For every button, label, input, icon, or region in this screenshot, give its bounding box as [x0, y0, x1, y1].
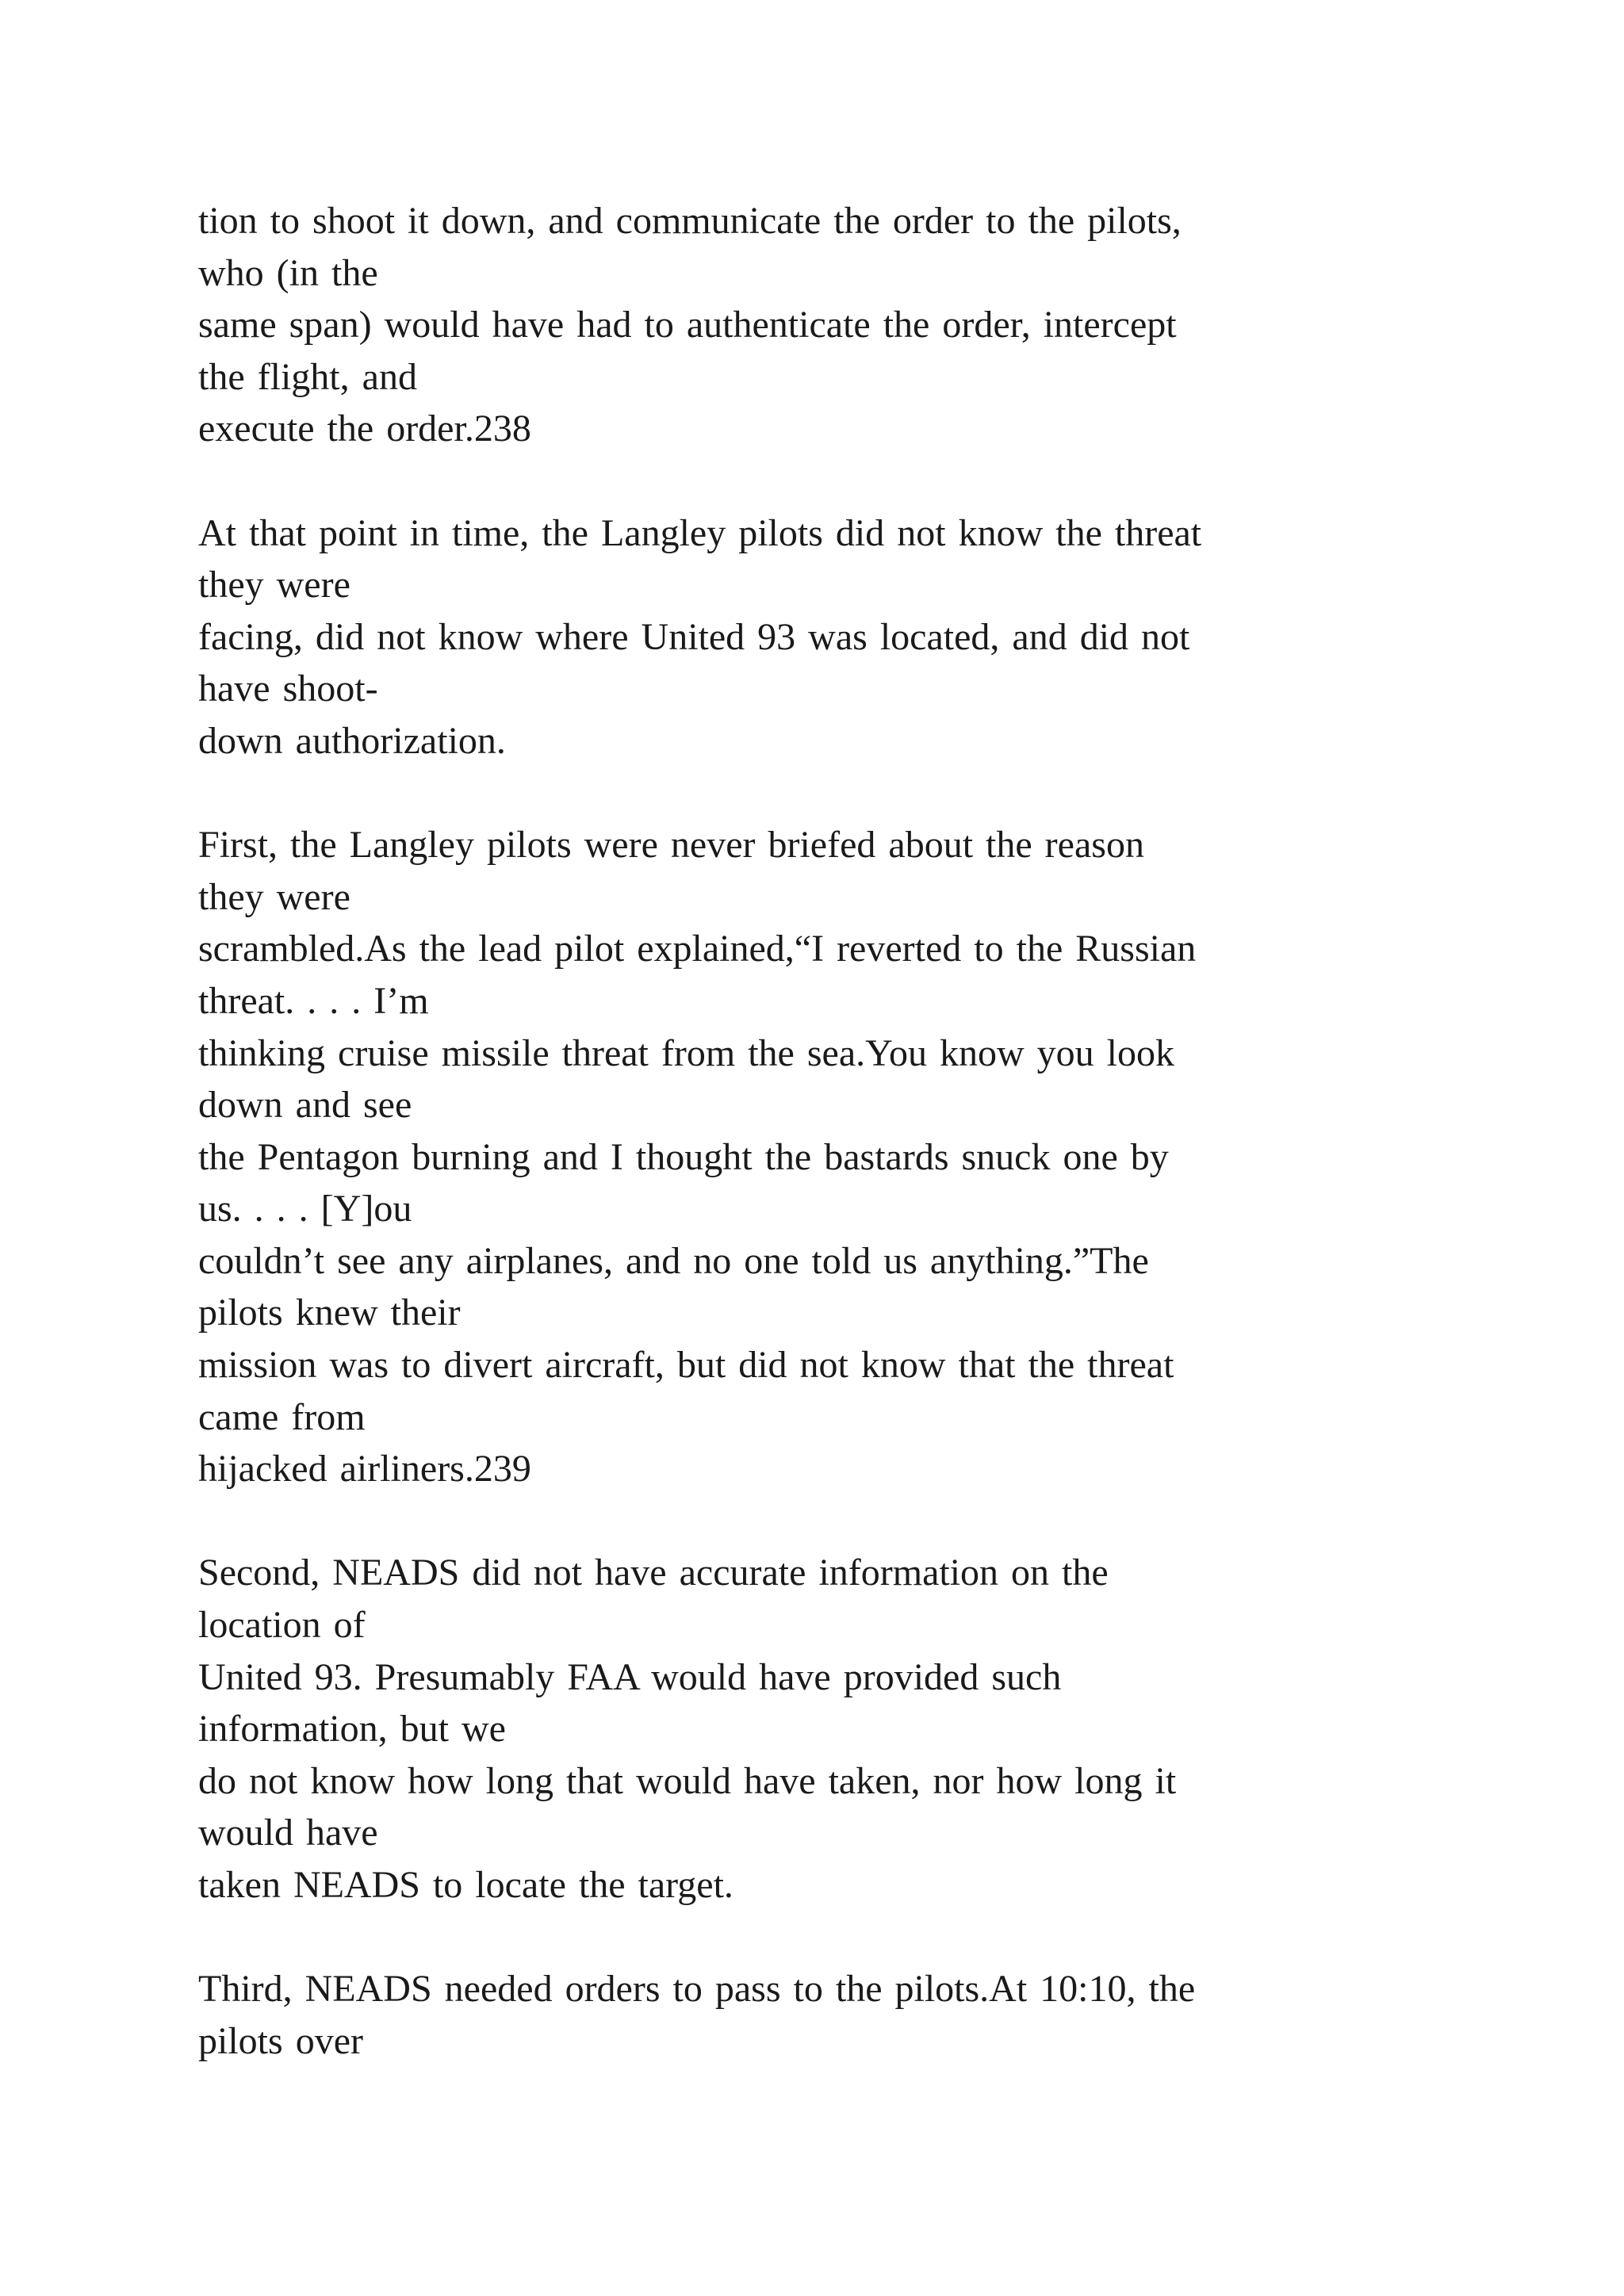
text-line: they were: [198, 564, 350, 607]
text-line: mission was to divert aircraft, but did not know that the threat: [198, 1344, 1174, 1387]
text-line: came from: [198, 1395, 366, 1438]
text-line: tion to shoot it down, and communicate the order to the pilots,: [198, 200, 1182, 242]
text-line: hijacked airliners.239: [198, 1448, 531, 1490]
text-line: have shoot-: [198, 668, 378, 710]
document-text: [198, 195, 1546, 2067]
text-line: couldn’t see any airplanes, and no one told us anything.”The: [198, 1239, 1149, 1282]
text-line: down and see: [198, 1084, 412, 1127]
text-line: facing, did not know where United 93 was located, and did not: [198, 615, 1190, 658]
text-line: United 93. Presumably FAA would have provided such: [198, 1655, 1062, 1698]
text-line: the Pentagon burning and I thought the bastards snuck one by: [198, 1135, 1169, 1178]
text-line: thinking cruise missile threat from the sea.You know you look: [198, 1031, 1174, 1074]
text-line: the flight, and: [198, 355, 417, 398]
text-line: Third, NEADS needed orders to pass to the pilots.At 10:10, the: [198, 1968, 1196, 2011]
text-line: At that point in time, the Langley pilots did not know the threat: [198, 511, 1202, 554]
text-line: pilots over: [198, 2019, 363, 2062]
text-line: Second, NEADS did not have accurate information on the: [198, 1552, 1109, 1594]
text-line: pilots knew their: [198, 1292, 461, 1334]
text-line: who (in the: [198, 251, 378, 294]
blank-line: [198, 1495, 1546, 1548]
text-line: us. . . . [Y]ou: [198, 1188, 412, 1230]
blank-line: [198, 1911, 1546, 1964]
text-line: same span) would have had to authenticate the order, intercept: [198, 304, 1177, 346]
blank-line: [198, 455, 1546, 507]
text-line: would have: [198, 1812, 378, 1854]
text-line: do not know how long that would have taken, nor how long it: [198, 1759, 1177, 1802]
text-line: First, the Langley pilots were never briefed about the reason: [198, 824, 1144, 867]
text-line: taken NEADS to locate the target.: [198, 1864, 733, 1906]
text-line: execute the order.238: [198, 408, 531, 450]
text-line: they were: [198, 875, 350, 918]
blank-line: [198, 767, 1546, 820]
text-line: scrambled.As the lead pilot explained,“I reverted to the Russian: [198, 928, 1197, 970]
text-line: down authorization.: [198, 719, 506, 762]
text-line: information, but we: [198, 1708, 506, 1751]
text-line: threat. . . . I’m: [198, 979, 429, 1022]
text-line: location of: [198, 1604, 366, 1647]
